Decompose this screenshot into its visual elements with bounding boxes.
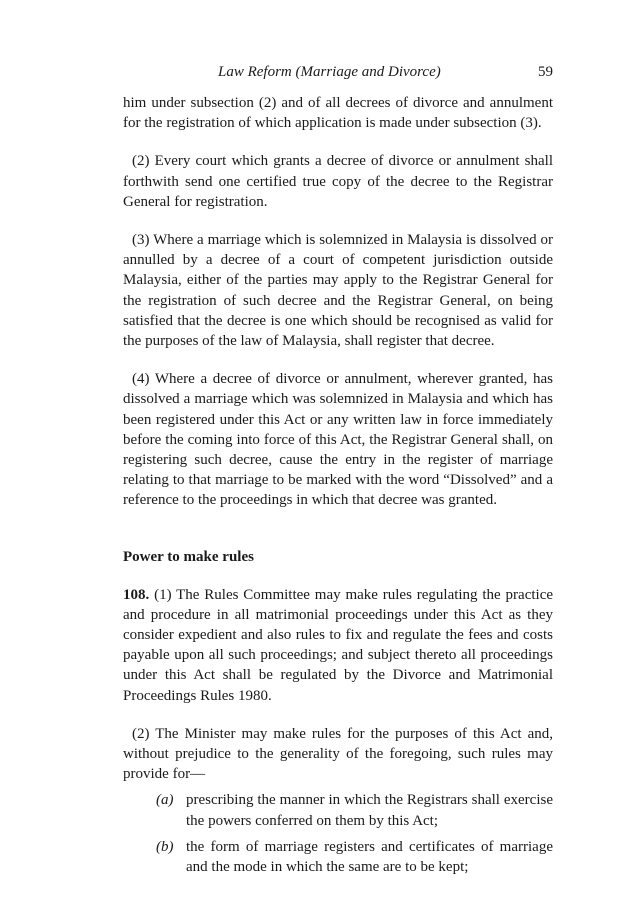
list-item-text: prescribing the manner in which the Registrars shall exercise the powers conferred on them by this Act; bbox=[186, 792, 553, 829]
paragraph-subsection-3: (3) Where a marriage which is solemnized in Malaysia is dissolved or annulled by a decree of a court of competent jurisdiction outside Malaysia, either of the parties may apply to the Registrar General for the registration of such decree and the Registrar General, on being satisfied that the decree is one which should be recognised as valid for the purposes of the law of Malaysia, shall register that decree. bbox=[123, 232, 553, 350]
list-item-label: (b) bbox=[156, 838, 174, 855]
section-108-subsection-1 bbox=[123, 585, 553, 706]
section-108-subsection-1-text: (1) The Rules Committee may make rules regulating the practice and procedure in all matrimonial proceedings under this Act as they consider expedient and also rules to fix and regulate the fees and costs payable upon all such proceedings; and subject thereto all proceedings under this Act shall be regulated by the Divorce and Matrimonial Proceedings Rules 1980. bbox=[123, 586, 554, 704]
list-item bbox=[123, 790, 553, 830]
document-page bbox=[123, 62, 553, 877]
list-item-label: (a) bbox=[156, 792, 174, 809]
header-title: Law Reform (Marriage and Divorce) bbox=[218, 64, 441, 80]
page-number: 59 bbox=[538, 64, 553, 80]
list-item bbox=[123, 837, 553, 877]
section-number: 108. bbox=[123, 586, 150, 603]
paragraph-subsection-2: (2) Every court which grants a decree of divorce or annulment shall forthwith send one certified true copy of the decree to the Registrar General for registration. bbox=[123, 153, 553, 210]
section-108-subsection-2: (2) The Minister may make rules for the purposes of this Act and, without prejudice to the generality of the foregoing, such rules may provide for— bbox=[123, 725, 553, 783]
paragraph-continuation: him under subsection (2) and of all decrees of divorce and annulment for the registration of which application is made under subsection (3). bbox=[123, 95, 553, 132]
list-item-text: the form of marriage registers and certificates of marriage and the mode in which the same are to be kept; bbox=[186, 838, 553, 876]
section-heading: Power to make rules bbox=[123, 548, 254, 565]
paragraph-subsection-4: (4) Where a decree of divorce or annulment, wherever granted, has dissolved a marriage which was solemnized in Malaysia and which has been registered under this Act or any written law in force immediately before the coming into force of this Act, the Registrar General shall, on registering such decree, cause the entry in the register of marriage relating to that marriage to be marked with the word “Dissolved” and a reference to the proceedings in which that decree was granted. bbox=[123, 371, 553, 509]
running-header bbox=[123, 62, 553, 84]
